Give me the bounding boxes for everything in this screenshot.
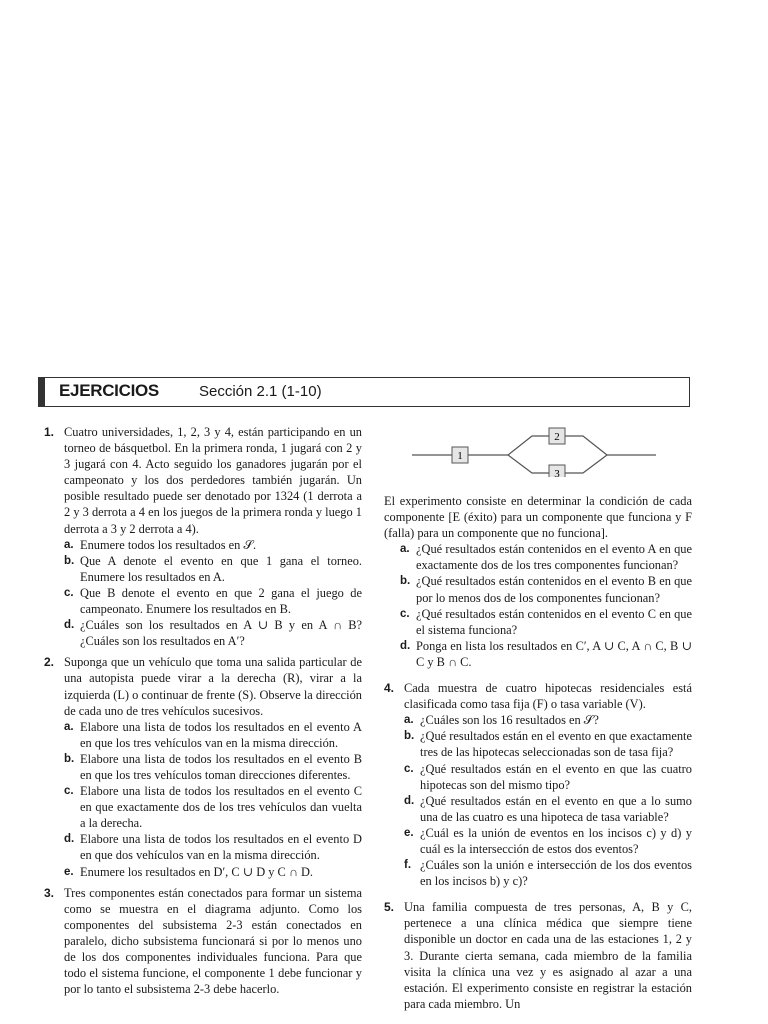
item-letter: a. bbox=[404, 714, 414, 727]
exercise-item bbox=[64, 719, 362, 751]
exercise-3 bbox=[44, 885, 362, 998]
item-letter: e. bbox=[64, 865, 74, 878]
item-letter: a. bbox=[64, 720, 74, 733]
item-letter: d. bbox=[400, 639, 411, 652]
header-accent-bar bbox=[39, 378, 45, 406]
exercise-item bbox=[64, 553, 362, 585]
item-text: ¿Cuáles son los resultados en A ∪ B y en A ∩ B? ¿Cuáles son los resultados en A′? bbox=[80, 618, 362, 649]
item-text: Enumere todos los resultados en 𝒮. bbox=[80, 537, 257, 552]
exercise-number: 1. bbox=[44, 425, 55, 439]
exercise-text: Suponga que un vehículo que toma una salida particular de una autopista puede virar a la derecha (R), virar a la izquierda (L) o continuar de frente (S). Observe la dirección de cada uno de tres vehículos sucesivos. bbox=[64, 655, 362, 718]
exercise-text: Cuatro universidades, 1, 2, 3 y 4, están participando en un torneo de básquetbol. En la primera ronda, 1 jugará con 2 y 3 jugará con 4. Acto seguido los ganadores jugarán por el campeonato y los dos perdedores también jugarán. Un posible resultado puede ser denotado por 1324 (1 derrota a 2 y 3 derrota a 4 en los juegos de la primera ronda y luego 1 derrota a 3 y 2 derrota a 4). bbox=[64, 425, 362, 536]
exercise-item bbox=[404, 825, 692, 857]
exercise-item bbox=[64, 864, 362, 880]
item-text: Que A denote el evento en que 1 gana el torneo. Enumere los resultados en A. bbox=[80, 553, 362, 584]
item-text: ¿Qué resultados están en el evento en que a lo sumo una de las cuatro es una hipoteca de tasa variable? bbox=[420, 793, 692, 824]
exercise-number: 4. bbox=[384, 681, 395, 696]
item-text: Elabore una lista de todos los resultados en el evento A en que los tres vehículos van en la misma dirección. bbox=[80, 719, 362, 750]
component-3-label: 3 bbox=[554, 468, 560, 477]
exercise-item bbox=[400, 541, 692, 573]
exercise-item bbox=[400, 573, 692, 605]
item-letter: c. bbox=[400, 607, 410, 620]
item-letter: a. bbox=[64, 538, 74, 551]
exercise-item bbox=[404, 761, 692, 793]
item-text: Enumere los resultados en D′, C ∪ D y C ∩ D. bbox=[80, 864, 313, 879]
component-1-label: 1 bbox=[457, 450, 463, 462]
item-letter: d. bbox=[64, 619, 75, 632]
exercise-2 bbox=[44, 654, 362, 879]
item-text: Ponga en lista los resultados en C′, A ∪ C, A ∩ C, B ∪ C y B ∩ C. bbox=[416, 638, 692, 669]
right-column bbox=[384, 493, 692, 1017]
item-text: Elabore una lista de todos los resultados en el evento C en que exactamente dos de los tres vehículos dan vuelta a la derecha. bbox=[80, 784, 362, 831]
exercises-header bbox=[38, 377, 690, 407]
component-2-label: 2 bbox=[554, 431, 560, 443]
exercise-item bbox=[404, 857, 692, 889]
item-text: ¿Qué resultados están contenidos en el evento B en que por lo menos dos de los componentes funcionan? bbox=[416, 574, 692, 605]
exercise-text: Una familia compuesta de tres personas, A, B y C, pertenece a una clínica médica que siempre tiene disponible un doctor en cada una de las estaciones 1, 2 y 3. Durante cierta semana, cada miembro de la familia visita la clínica una vez y es asignado al azar a una estación. El experimento consiste en registrar la estación para cada miembro. Un bbox=[404, 900, 692, 1011]
left-column bbox=[44, 424, 362, 1002]
exercise-number: 3. bbox=[44, 885, 55, 900]
item-text: ¿Qué resultados están contenidos en el evento A en que exactamente dos de los tres componentes funcionan? bbox=[416, 542, 692, 573]
item-letter: c. bbox=[64, 586, 74, 599]
exercise-1 bbox=[44, 424, 362, 649]
item-letter: c. bbox=[64, 785, 74, 798]
item-letter: b. bbox=[400, 575, 411, 588]
item-letter: e. bbox=[404, 826, 414, 839]
item-letter: b. bbox=[404, 730, 415, 743]
exercise-item bbox=[64, 585, 362, 617]
exercise-item bbox=[404, 793, 692, 825]
item-letter: f. bbox=[404, 859, 412, 872]
item-text: Elabore una lista de todos los resultados en el evento D en que dos vehículos van en la misma dirección. bbox=[80, 832, 362, 863]
item-letter: d. bbox=[404, 794, 415, 807]
item-letter: a. bbox=[400, 543, 410, 556]
exercise-item bbox=[64, 831, 362, 863]
exercise-3-intro: El experimento consiste en determinar la condición de cada componente [E (éxito) para un componente que funciona y F (falla) para un componente que no funciona]. bbox=[384, 494, 692, 541]
item-letter: b. bbox=[64, 554, 75, 567]
exercise-item bbox=[404, 712, 692, 728]
item-text: Que B denote el evento en que 2 gana el juego de campeonato. Enumere los resultados en B. bbox=[80, 585, 362, 617]
item-text: ¿Qué resultados están en el evento en que exactamente tres de las hipotecas seleccionadas son de tasa fija? bbox=[420, 729, 692, 760]
exercise-text: Tres componentes están conectados para formar un sistema como se muestra en el diagrama adjunto. Como los componentes del subsistema 2-3 están conectados en paralelo, dicho subsistema funcionará si por lo menos uno de los dos componentes individuales funciona. Para que todo el sistema funcione, el componente 1 debe funcionar y por lo tanto el subsistema 2-3 debe hacerlo. bbox=[64, 885, 362, 997]
header-section: Sección 2.1 (1-10) bbox=[199, 383, 322, 400]
exercise-4 bbox=[384, 680, 692, 889]
header-title: EJERCICIOS bbox=[59, 381, 159, 400]
item-text: ¿Cuál es la unión de eventos en los incisos c) y d) y cuál es la intersección de estos dos eventos? bbox=[420, 825, 692, 856]
item-text: ¿Cuáles son los 16 resultados en 𝒮? bbox=[420, 713, 599, 728]
item-letter: b. bbox=[64, 752, 75, 765]
exercise-item bbox=[64, 617, 362, 649]
exercise-text: Cada muestra de cuatro hipotecas residenciales está clasificada como tasa fija (F) o tasa variable (V). bbox=[404, 681, 692, 712]
circuit-diagram bbox=[410, 425, 660, 477]
exercise-number: 2. bbox=[44, 655, 55, 670]
item-text: Elabore una lista de todos los resultados en el evento B en que los tres vehículos toman direcciones diferentes. bbox=[80, 751, 362, 782]
exercise-number: 5. bbox=[384, 900, 395, 915]
exercise-3-continued bbox=[384, 493, 692, 670]
item-text: ¿Qué resultados están contenidos en el evento C en que el sistema funciona? bbox=[416, 606, 692, 637]
item-text: ¿Cuáles son la unión e intersección de los dos eventos en los incisos b) y c)? bbox=[420, 858, 692, 889]
exercise-item bbox=[400, 606, 692, 638]
exercise-item bbox=[400, 638, 692, 670]
exercise-5 bbox=[384, 899, 692, 1012]
exercise-item bbox=[64, 537, 362, 553]
item-letter: d. bbox=[64, 833, 75, 846]
exercise-item bbox=[64, 751, 362, 783]
exercise-item bbox=[404, 728, 692, 760]
exercise-item bbox=[64, 783, 362, 831]
item-letter: c. bbox=[404, 762, 414, 775]
item-text: ¿Qué resultados están en el evento en que las cuatro hipotecas son del mismo tipo? bbox=[420, 761, 692, 792]
